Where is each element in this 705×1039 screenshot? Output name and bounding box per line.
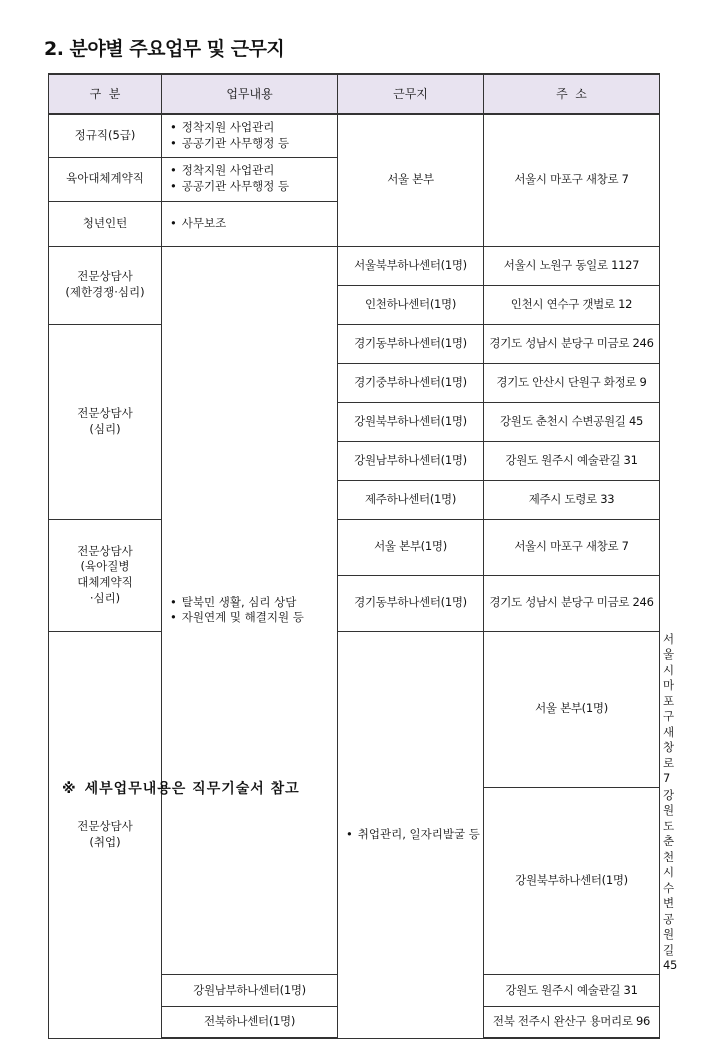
address-cell: 강원도 원주시 예술관길 31 bbox=[484, 974, 660, 1006]
location-cell: 강원북부하나센터(1명) bbox=[338, 402, 484, 441]
location-cell: 강원남부하나센터(1명) bbox=[162, 974, 338, 1006]
duty-item: • 공공기관 사무행정 등 bbox=[170, 136, 334, 152]
reference-mark-icon: ※ bbox=[62, 781, 77, 797]
category-line: (육아질병 bbox=[80, 559, 130, 574]
table-row: 강원북부하나센터(1명) 강원도 춘천시 수변공원길 45 bbox=[49, 787, 660, 974]
location-cell: 인천하나센터(1명) bbox=[338, 285, 484, 324]
location-cell: 강원남부하나센터(1명) bbox=[338, 441, 484, 480]
location-cell: 서울 본부(1명) bbox=[338, 519, 484, 575]
duties-cell bbox=[338, 631, 484, 1038]
duty-item: • 취업관리, 일자리발굴 등 bbox=[346, 827, 480, 843]
duty-item: • 정착지원 사업관리 bbox=[170, 163, 334, 179]
duty-item: • 자원연계 및 해결지원 등 bbox=[170, 610, 334, 626]
location-cell: 경기중부하나센터(1명) bbox=[338, 363, 484, 402]
col-header-category: 구 분 bbox=[49, 74, 162, 114]
duties-cell bbox=[162, 246, 338, 974]
location-cell: 경기동부하나센터(1명) bbox=[338, 324, 484, 363]
table-row bbox=[49, 324, 660, 363]
col-header-duties: 업무내용 bbox=[162, 74, 338, 114]
category-line: 대체계약직 bbox=[77, 575, 133, 589]
address-cell: 경기도 성남시 분당구 미금로 246 bbox=[484, 324, 660, 363]
duty-item: • 공공기관 사무행정 등 bbox=[170, 179, 334, 195]
category-cell bbox=[49, 519, 162, 631]
address-cell: 서울시 마포구 새창로 7 bbox=[484, 114, 660, 246]
location-cell: 서울북부하나센터(1명) bbox=[338, 246, 484, 285]
footnote-text: 세부업무내용은 직무기술서 참고 bbox=[84, 781, 300, 797]
category-cell bbox=[49, 246, 162, 324]
category-line: 전문상담사 bbox=[77, 819, 133, 834]
category-line: ·심리) bbox=[89, 590, 121, 605]
duties-cell bbox=[162, 114, 338, 157]
category-cell bbox=[49, 631, 162, 1038]
duty-location-table bbox=[48, 73, 678, 1039]
col-header-address: 주 소 bbox=[484, 74, 660, 114]
address-cell: 경기도 성남시 분당구 미금로 246 bbox=[484, 575, 660, 631]
table-row bbox=[49, 114, 660, 157]
address-cell: 강원도 춘천시 수변공원길 45 bbox=[484, 402, 660, 441]
category-line: 전문상담사 bbox=[77, 543, 133, 558]
address-cell: 경기도 안산시 단원구 화정로 9 bbox=[484, 363, 660, 402]
category-line: (취업) bbox=[89, 834, 121, 849]
category-cell: 육아대체계약직 bbox=[49, 157, 162, 201]
category-line: (제한경쟁·심리) bbox=[65, 285, 145, 299]
duties-cell bbox=[162, 201, 338, 246]
table-row bbox=[49, 246, 660, 285]
col-header-location: 근무지 bbox=[338, 74, 484, 114]
address-cell: 제주시 도령로 33 bbox=[484, 480, 660, 519]
category-line: 전문상담사 bbox=[77, 405, 133, 420]
table-header-row bbox=[49, 74, 660, 114]
address-cell: 전북 전주시 완산구 용머리로 96 bbox=[484, 1006, 660, 1038]
location-cell: 서울 본부 bbox=[338, 114, 484, 246]
duties-cell bbox=[162, 157, 338, 201]
table-row: 전문상담사 (취업) • 취업관리, 일자리발굴 등 서울 본부(1명) 서울시 마포구 새창로 7 bbox=[49, 631, 660, 787]
footnote bbox=[62, 778, 300, 798]
address-cell: 강원도 원주시 예술관길 31 bbox=[484, 441, 660, 480]
section-heading: 2. 분야별 주요업무 및 근무지 bbox=[44, 38, 285, 60]
duty-item: • 정착지원 사업관리 bbox=[170, 120, 334, 136]
table-row bbox=[49, 519, 660, 575]
address-cell: 서울시 노원구 동일로 1127 bbox=[484, 246, 660, 285]
location-cell: 제주하나센터(1명) bbox=[338, 480, 484, 519]
category-cell: 정규직(5급) bbox=[49, 114, 162, 157]
address-cell: 서울시 마포구 새창로 7 bbox=[484, 519, 660, 575]
category-cell: 청년인턴 bbox=[49, 201, 162, 246]
location-cell: 경기동부하나센터(1명) bbox=[338, 575, 484, 631]
address-cell: 인천시 연수구 갯벌로 12 bbox=[484, 285, 660, 324]
category-cell bbox=[49, 324, 162, 519]
location-cell: 전북하나센터(1명) bbox=[162, 1006, 338, 1038]
duty-item: • 탈북민 생활, 심리 상담 bbox=[170, 595, 334, 611]
duty-item: • 사무보조 bbox=[170, 216, 334, 232]
category-line: (심리) bbox=[89, 421, 121, 436]
location-cell: 강원북부하나센터(1명) bbox=[484, 787, 660, 974]
location-cell: 서울 본부(1명) bbox=[484, 631, 660, 787]
category-line: 전문상담사 bbox=[77, 269, 133, 284]
